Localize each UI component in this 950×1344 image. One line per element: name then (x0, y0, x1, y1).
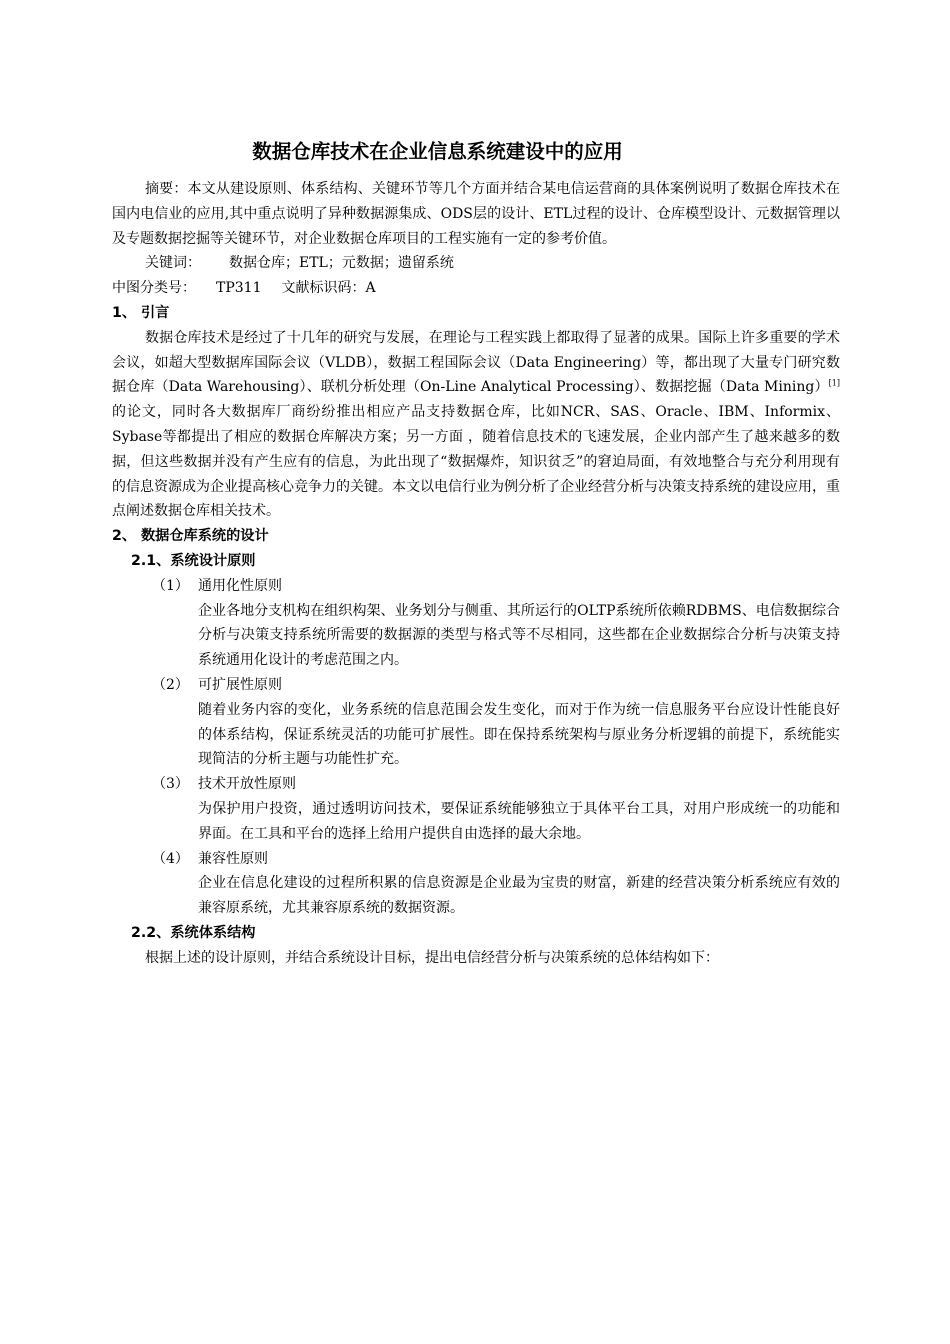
architecture-paragraph: 根据上述的设计原则，并结合系统设计目标，提出电信经营分析与决策系统的总体结构如下： (145, 949, 719, 966)
clc-value: TP311 (216, 280, 262, 297)
principle-item-title (112, 847, 840, 872)
keywords-value: 数据仓库；ETL；元数据；遗留系统 (229, 255, 454, 272)
section-1-heading: 1、 引言 (112, 304, 170, 321)
principle-description: 企业在信息化建设的过程所积累的信息资源是企业最为宝贵的财富，新建的经营决策分析系统应有效的兼容原系统，尤其兼容原系统的数据资源。 (198, 875, 840, 917)
principle-item-title (112, 673, 840, 698)
principle-description: 企业各地分支机构在组织构架、业务划分与侧重、其所运行的OLTP系统所依赖RDBMS、电信数据综合分析与决策支持系统所需要的数据源的类型与格式等不尽相同，这些都在企业数据综合分析与决策支持系统通用化设计的考虑范围之内。 (198, 602, 840, 669)
doc-code-value: A (365, 280, 376, 297)
section-2-heading: 2、 数据仓库系统的设计 (112, 528, 269, 545)
introduction-paragraph (112, 326, 840, 524)
principle-title: 兼容性原则 (198, 850, 268, 867)
clc-label: 中图分类号： (112, 280, 196, 297)
classification-line (112, 276, 840, 301)
intro-text-part2: 的论文，同时各大数据库厂商纷纷推出相应产品支持数据仓库，比如NCR、SAS、Oracle、IBM、Informix、Sybase等都提出了相应的数据仓库解决方案；另一方面 ，随着信息技术的飞速发展，企业内部产生了越来越多的数据，但这些数据并没有产生应有的信息，为此出现了“数据爆炸，知识贫乏”的窘迫局面，有效地整合与充分利用现有的信息资源成为企业提高核心竞争力的关键。本文以电信行业为例分析了企业经营分析与决策支持系统的建设应用，重点阐述数据仓库相关技术。 (112, 404, 840, 520)
abstract-paragraph: 摘要：本文从建设原则、体系结构、关键环节等几个方面并结合某电信运营商的具体案例说明了数据仓库技术在国内电信业的应用,其中重点说明了异种数据源集成、ODS层的设计、ETL过程的设计、仓库模型设计、元数据管理以及专题数据挖掘等关键环节，对企业数据仓库项目的工程实施有一定的参考价值。 (112, 181, 840, 247)
principle-description: 随着业务内容的变化，业务系统的信息范围会发生变化，而对于作为统一信息服务平台应设计性能良好的体系结构，保证系统灵活的功能可扩展性。即在保持系统架构与原业务分析逻辑的前提下，系统能实现简洁的分析主题与功能性扩充。 (198, 701, 840, 768)
doc-code-label: 文献标识码： (281, 280, 366, 297)
keywords-line (112, 251, 840, 276)
principle-title: 可扩展性原则 (198, 676, 282, 693)
principle-number: （3） (152, 776, 189, 793)
principle-item-title (112, 772, 840, 797)
paper-title: 数据仓库技术在企业信息系统建设中的应用 (252, 140, 623, 163)
principle-number: （2） (152, 676, 189, 693)
section-2-2-heading: 2.2、系统体系结构 (131, 924, 256, 941)
intro-text-part1: 数据仓库技术是经过了十几年的研究与发展，在理论与工程实践上都取得了显著的成果。国际上许多重要的学术会议，如超大型数据库国际会议（VLDB），数据工程国际会议（Data Engineering）等，都出现了大量专门研究数据仓库（Data Warehousing）、联机分析处理（On-Line Analytical Processing）、数据挖掘（Data Mining） (112, 329, 840, 396)
principle-title: 技术开放性原则 (198, 776, 296, 793)
principle-description: 为保护用户投资，通过透明访问技术，要保证系统能够独立于具体平台工具，对用户形成统一的功能和界面。在工具和平台的选择上给用户提供自由选择的最大余地。 (198, 800, 840, 842)
citation-ref: [1] (828, 378, 840, 388)
principle-item-title (112, 574, 840, 599)
principle-number: （4） (152, 850, 189, 867)
section-2-1-heading: 2.1、系统设计原则 (131, 552, 256, 569)
principle-number: （1） (152, 577, 189, 594)
keywords-label: 关键词： (145, 255, 201, 272)
paper-body (112, 177, 840, 971)
principle-title: 通用化性原则 (198, 577, 282, 594)
